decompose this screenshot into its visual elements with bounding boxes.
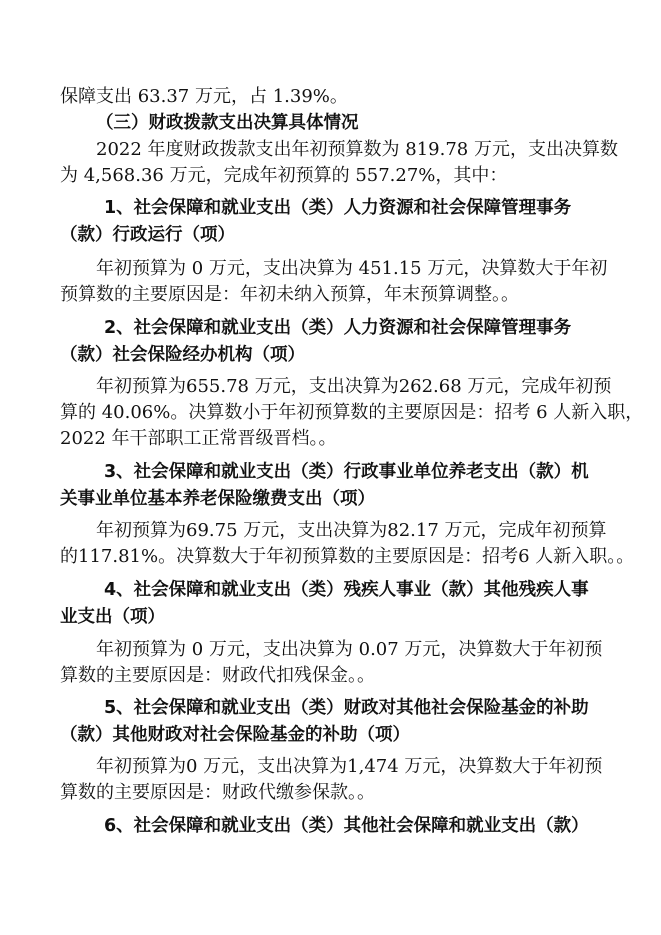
text-line: 年初预算为0 万元，支出决算为1,474 万元，决算数大于年初预 — [96, 756, 603, 777]
text-line: 年初预算为 0 万元，支出决算为 0.07 万元，决算数大于年初预 — [96, 639, 603, 660]
item-heading: 4、社会保障和就业支出（类）残疾人事业（款）其他残疾人事 — [104, 580, 589, 600]
item-heading: 业支出（项） — [60, 607, 165, 627]
section-heading: （三）财政拨款支出决算具体情况 — [96, 113, 359, 133]
text-line: 年初预算为 0 万元，支出决算为 451.15 万元，决算数大于年初 — [96, 258, 608, 279]
item-heading: （款）其他财政对社会保险基金的补助（项） — [60, 725, 410, 745]
item-heading: （款）社会保险经办机构（项） — [60, 345, 305, 365]
text-line: 算数的主要原因是：财政代扣残保金。。 — [60, 665, 375, 686]
text-line: 为 4,568.36 万元，完成年初预算的 557.27%，其中： — [60, 165, 508, 186]
text-line: 年初预算为69.75 万元，支出决算为82.17 万元，完成年初预算 — [96, 520, 607, 541]
text-line: 2022 年度财政拨款支出年初预算数为 819.78 万元，支出决算数 — [96, 139, 618, 160]
item-heading: 1、社会保障和就业支出（类）人力资源和社会保障管理事务 — [104, 198, 572, 218]
text-line: 算的 40.06%。决算数小于年初预算数的主要原因是：招考 6 人新入职， — [60, 402, 644, 423]
item-heading: 6、社会保障和就业支出（类）其他社会保障和就业支出（款） — [104, 816, 589, 836]
item-heading: 3、社会保障和就业支出（类）行政事业单位养老支出（款）机 — [104, 462, 589, 482]
item-heading: 2、社会保障和就业支出（类）人力资源和社会保障管理事务 — [104, 318, 572, 338]
text-line: 保障支出 63.37 万元，占 1.39%。 — [60, 86, 348, 107]
text-line: 的117.81%。决算数大于年初预算数的主要原因是：招考6 人新入职。。 — [60, 546, 635, 567]
text-line: 预算数的主要原因是：年初未纳入预算，年末预算调整。。 — [60, 284, 519, 305]
item-heading: 5、社会保障和就业支出（类）财政对其他社会保险基金的补助 — [104, 698, 589, 718]
item-heading: （款）行政运行（项） — [60, 225, 235, 245]
text-line: 年初预算为655.78 万元，支出决算为262.68 万元，完成年初预 — [96, 376, 612, 397]
item-heading: 关事业单位基本养老保险缴费支出（项） — [60, 489, 375, 509]
text-line: 2022 年干部职工正常晋级晋档。。 — [60, 428, 337, 449]
text-line: 算数的主要原因是：财政代缴参保款。。 — [60, 782, 375, 803]
